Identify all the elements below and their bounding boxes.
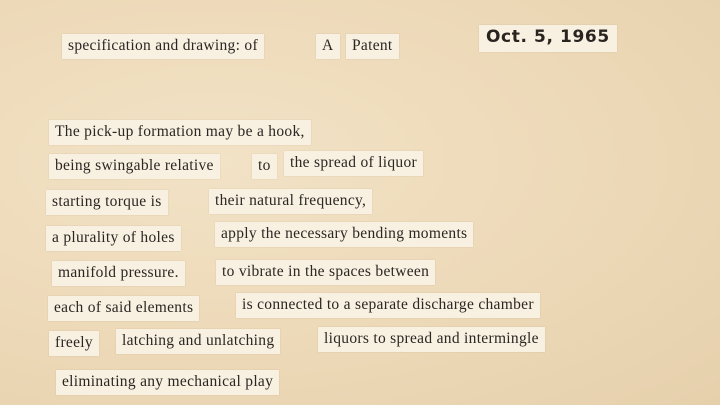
text-fragment: The pick-up formation may be a hook, bbox=[49, 120, 311, 145]
text-fragment: eliminating any mechanical play bbox=[56, 370, 279, 395]
text-fragment: apply the necessary bending moments bbox=[215, 222, 473, 247]
text-fragment: the spread of liquor bbox=[284, 151, 423, 176]
text-fragment: to bbox=[252, 154, 277, 179]
text-fragment: manifold pressure. bbox=[52, 261, 185, 286]
text-fragment: their natural frequency, bbox=[209, 189, 372, 214]
text-fragment: is connected to a separate discharge chamber bbox=[236, 293, 540, 318]
text-fragment: each of said elements bbox=[48, 296, 199, 321]
text-fragment: being swingable relative bbox=[49, 154, 220, 179]
header-patent-fragment: Patent bbox=[346, 34, 399, 59]
text-fragment: liquors to spread and intermingle bbox=[318, 327, 545, 352]
text-fragment: freely bbox=[49, 331, 99, 356]
text-fragment: starting torque is bbox=[46, 190, 168, 215]
text-fragment: to vibrate in the spaces between bbox=[216, 260, 435, 285]
patent-date: Oct. 5, 1965 bbox=[479, 25, 617, 52]
text-fragment: latching and unlatching bbox=[116, 329, 280, 354]
header-a-fragment: A bbox=[316, 34, 340, 59]
text-fragment: a plurality of holes bbox=[46, 226, 181, 251]
header-subtitle-fragment: specification and drawing: of bbox=[62, 34, 264, 59]
